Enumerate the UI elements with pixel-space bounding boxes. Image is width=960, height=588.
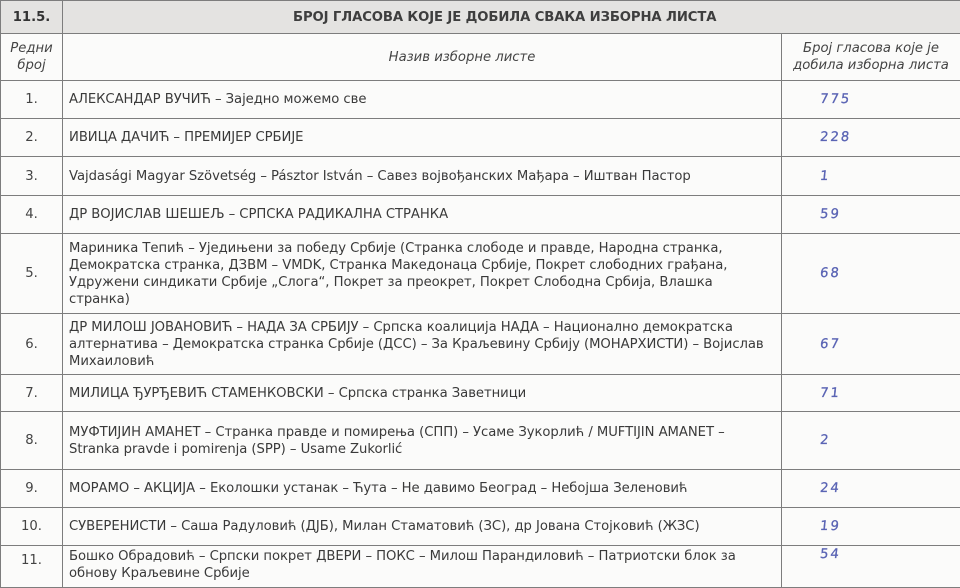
list-name: МОРАМО – АКЦИЈА – Еколошки устанак – Ћута – Не давимо Београд – Небојша Зеленовић — [63, 470, 782, 508]
header-votes-line1: Број гласова које је — [782, 40, 960, 57]
vote-count — [782, 508, 960, 546]
table-row — [1, 546, 960, 588]
list-name: МИЛИЦА ЂУРЂЕВИЋ СТАМЕНКОВСКИ – Српска странка Заветници — [63, 375, 782, 412]
header-list-name: Назив изборне листе — [63, 34, 782, 81]
row-number: 3. — [1, 157, 63, 196]
header-ordinal-line2: број — [1, 57, 62, 74]
list-name: ИВИЦА ДАЧИЋ – ПРЕМИЈЕР СРБИЈЕ — [63, 119, 782, 157]
section-number: 11.5. — [1, 1, 63, 34]
vote-count — [782, 375, 960, 412]
table-row — [1, 412, 960, 470]
handwritten-votes: 67 — [819, 336, 842, 353]
table-header-row — [1, 34, 960, 81]
row-number: 11. — [1, 546, 63, 588]
list-name: ДР МИЛОШ ЈОВАНОВИЋ – НАДА ЗА СРБИЈУ – Српска коалиција НАДА – Национално демократска алтернатива – Демократска странка Србије (ДСС) – За Краљевину Србију (МОНАРХИСТИ) – Војислав Михаиловић — [63, 314, 782, 375]
list-name: Мариника Тепић – Уједињени за победу Србије (Странка слободе и правде, Народна странка, Демократска странка, ДЗВМ – VMDK, Странка Македонаца Србије, Покрет слободних грађана, Удружени синдикати Србије „Слога“, Покрет за преокрет, Покрет Слободна Србија, Влашка странка) — [63, 234, 782, 314]
vote-count — [782, 546, 960, 588]
table-row — [1, 508, 960, 546]
table-row — [1, 157, 960, 196]
row-number: 10. — [1, 508, 63, 546]
handwritten-votes: 2 — [819, 432, 831, 449]
handwritten-votes: 68 — [819, 265, 842, 282]
table-row — [1, 234, 960, 314]
list-name: Vajdasági Magyar Szövetség – Pásztor István – Савез војвођанских Мађара – Иштван Пастор — [63, 157, 782, 196]
header-ordinal — [1, 34, 63, 81]
vote-count — [782, 314, 960, 375]
row-number: 5. — [1, 234, 63, 314]
row-number: 7. — [1, 375, 63, 412]
vote-count — [782, 157, 960, 196]
table-row — [1, 470, 960, 508]
handwritten-votes: 775 — [819, 91, 852, 108]
list-name: СУВЕРЕНИСТИ – Саша Радуловић (ДЈБ), Милан Стаматовић (ЗС), др Јована Стојковић (ЖЗС) — [63, 508, 782, 546]
handwritten-votes: 59 — [819, 206, 842, 223]
header-votes-line2: добила изборна листа — [782, 57, 960, 74]
handwritten-votes: 19 — [819, 518, 842, 535]
header-votes — [782, 34, 960, 81]
vote-count — [782, 234, 960, 314]
table-row — [1, 196, 960, 234]
row-number: 8. — [1, 412, 63, 470]
vote-count — [782, 119, 960, 157]
list-name: ДР ВОЈИСЛАВ ШЕШЕЉ – СРПСКА РАДИКАЛНА СТРАНКА — [63, 196, 782, 234]
vote-count — [782, 412, 960, 470]
row-number: 6. — [1, 314, 63, 375]
handwritten-votes: 1 — [819, 168, 831, 185]
row-number: 2. — [1, 119, 63, 157]
vote-count — [782, 196, 960, 234]
row-number: 9. — [1, 470, 63, 508]
vote-count — [782, 470, 960, 508]
header-ordinal-line1: Редни — [1, 40, 62, 57]
table-row — [1, 314, 960, 375]
section-title-row — [1, 1, 960, 34]
vote-count — [782, 81, 960, 119]
handwritten-votes: 24 — [819, 480, 842, 497]
list-name: Бошко Обрадовић – Српски покрет ДВЕРИ – ПОКС – Милош Парандиловић – Патриотски блок за обнову Краљевине Србије — [63, 546, 782, 588]
row-number: 4. — [1, 196, 63, 234]
handwritten-votes: 54 — [819, 546, 842, 563]
table-row — [1, 119, 960, 157]
handwritten-votes: 71 — [819, 385, 842, 402]
section-title: БРОЈ ГЛАСОВА КОЈЕ ЈЕ ДОБИЛА СВАКА ИЗБОРНА ЛИСТА — [63, 1, 960, 34]
list-name: АЛЕКСАНДАР ВУЧИЋ – Заједно можемо све — [63, 81, 782, 119]
handwritten-votes: 228 — [819, 129, 852, 146]
table-row — [1, 81, 960, 119]
row-number: 1. — [1, 81, 63, 119]
list-name: МУФТИЈИН АМАНЕТ – Странка правде и помирења (СПП) – Усаме Зукорлић / MUFTIJIN AMANET – Stranka pravde i pomirenja (SPP) – Usame Zukorlić — [63, 412, 782, 470]
table-row — [1, 375, 960, 412]
